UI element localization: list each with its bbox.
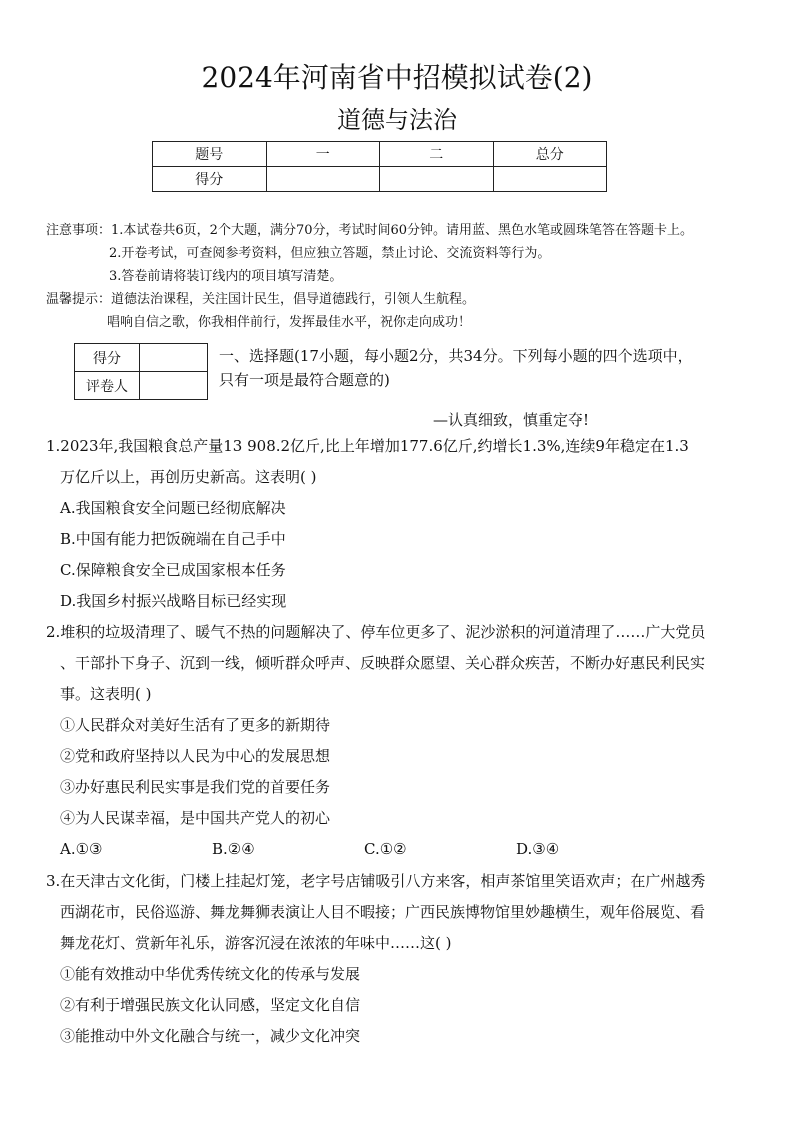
question-2 — [46, 617, 758, 865]
question-item: ③能推动中外文化融合与统一，减少文化冲突 — [60, 1027, 361, 1045]
warm-tip-line: 唱响自信之歌，你我相伴前行，发挥最佳水平，祝你走向成功！ — [107, 315, 472, 330]
score-table-cell: 二 — [380, 142, 494, 167]
answer-option[interactable]: A.①③ — [60, 840, 103, 858]
score-table-cell: 一 — [266, 142, 380, 167]
question-item: ①能有效推动中华优秀传统文化的传承与发展 — [60, 965, 361, 983]
section-motto: —认真细致，慎重定夺! — [433, 411, 590, 429]
question-stem: 事。这表明( ) — [60, 685, 152, 703]
score-table-cell[interactable] — [266, 167, 380, 192]
question-item: ②有利于增强民族文化认同感，坚定文化自信 — [60, 996, 361, 1014]
score-table-cell[interactable] — [493, 167, 607, 192]
notice-line: 2.开卷考试，可查阅参考资料，但应独立答题，禁止讨论、交流资料等行为。 — [109, 246, 551, 261]
answer-option[interactable]: B.②④ — [212, 840, 255, 858]
grader-score-label: 得分 — [75, 344, 140, 372]
score-table-cell: 题号 — [153, 142, 267, 167]
warm-tip-line: 温馨提示：道德法治课程，关注国计民生，倡导道德践行，引领人生航程。 — [46, 292, 476, 307]
score-table-cell[interactable] — [380, 167, 494, 192]
question-item: ③办好惠民利民实事是我们党的首要任务 — [60, 778, 331, 796]
score-table — [152, 141, 607, 192]
answer-option[interactable]: D.我国乡村振兴战略目标已经实现 — [60, 592, 287, 610]
question-stem: 西湖花市，民俗巡游、舞龙舞狮表演让人目不暇接；广西民族博物馆里妙趣横生，观年俗展览、看 — [60, 903, 706, 921]
score-table-cell: 总分 — [493, 142, 607, 167]
answer-option[interactable]: B.中国有能力把饭碗端在自己手中 — [60, 530, 286, 548]
section-heading-line: 一、选择题(17小题，每小题2分，共34分。下列每小题的四个选项中， — [219, 347, 693, 365]
grader-table — [74, 343, 208, 400]
section-heading-line: 只有一项是最符合题意的) — [219, 371, 390, 389]
exam-subject: 道德与法治 — [337, 106, 457, 134]
grader-name-field[interactable] — [140, 372, 208, 400]
notice-line: 3.答卷前请将装订线内的项目填写清楚。 — [109, 269, 343, 284]
exam-notice — [46, 219, 766, 334]
notice-line: 注意事项：1.本试卷共6页，2个大题，满分70分，考试时间60分钟。请用蓝、黑色水笔或圆珠笔答在答题卡上。 — [46, 223, 694, 238]
question-1 — [46, 431, 758, 617]
answer-option[interactable]: A.我国粮食安全问题已经彻底解决 — [60, 499, 286, 517]
answer-options-row — [46, 834, 758, 865]
question-3 — [46, 866, 758, 1052]
question-stem: 舞龙花灯、赏新年礼乐，游客沉浸在浓浓的年味中……这( ) — [60, 934, 452, 952]
answer-option[interactable]: D.③④ — [516, 840, 560, 858]
question-item: ④为人民谋幸福，是中国共产党人的初心 — [60, 809, 331, 827]
score-table-header-row — [153, 142, 607, 167]
question-stem: 万亿斤以上，再创历史新高。这表明( ) — [60, 468, 317, 486]
section-heading — [219, 344, 739, 392]
question-stem: 1.2023年,我国粮食总产量13 908.2亿斤,比上年增加177.6亿斤,约增长1.3%,连续9年稳定在1.3 — [46, 437, 689, 455]
question-item: ②党和政府坚持以人民为中心的发展思想 — [60, 747, 331, 765]
score-table-score-row — [153, 167, 607, 192]
question-stem: 、干部扑下身子、沉到一线，倾听群众呼声、反映群众愿望、关心群众疾苦，不断办好惠民利民实 — [60, 654, 706, 672]
score-table-cell: 得分 — [153, 167, 267, 192]
question-stem: 2.堆积的垃圾清理了、暖气不热的问题解决了、停车位更多了、泥沙淤积的河道清理了……广大党员 — [46, 623, 706, 641]
exam-title: 2024年河南省中招模拟试卷(2) — [201, 61, 593, 94]
question-item: ①人民群众对美好生活有了更多的新期待 — [60, 716, 331, 734]
answer-option[interactable]: C.①② — [364, 840, 407, 858]
question-stem: 3.在天津古文化街，门楼上挂起灯笼，老字号店铺吸引八方来客，相声茶馆里笑语欢声；在广州越秀 — [46, 872, 706, 890]
grader-score-field[interactable] — [140, 344, 208, 372]
grader-name-label: 评卷人 — [75, 372, 140, 400]
answer-option[interactable]: C.保障粮食安全已成国家根本任务 — [60, 561, 286, 579]
